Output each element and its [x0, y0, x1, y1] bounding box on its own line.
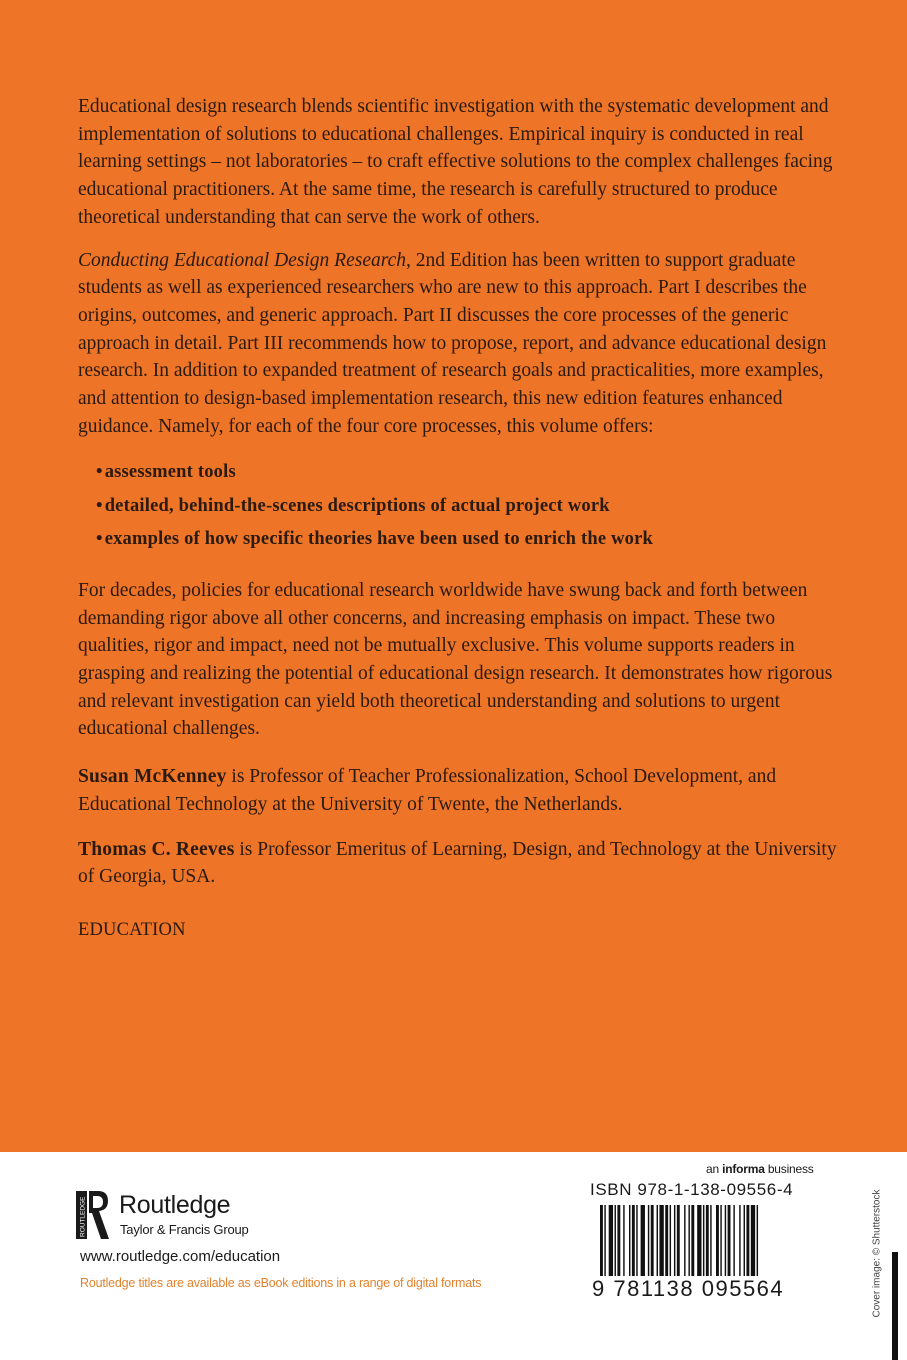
feature-item: • assessment tools [96, 462, 236, 483]
barcode-bar [615, 1205, 616, 1285]
barcode-bar [623, 1205, 624, 1285]
barcode-bar [728, 1205, 731, 1285]
barcode-bar [684, 1205, 685, 1285]
publisher-group: Taylor & Francis Group [120, 1222, 249, 1237]
barcode-bar [651, 1205, 654, 1285]
barcode-bar [744, 1205, 745, 1285]
author-name: Thomas C. Reeves [78, 838, 235, 860]
barcode-bar [665, 1205, 668, 1285]
bullet-icon: • [96, 495, 103, 516]
author-bio-2: Thomas C. Reeves is Professor Emeritus of Learning, Design, and Technology at the University of Georgia, USA. [78, 838, 837, 888]
svg-text:ROUTLEDGE: ROUTLEDGE [79, 1196, 87, 1237]
barcode-bar [659, 1205, 663, 1285]
barcode-bar [677, 1205, 680, 1285]
barcode-bar [617, 1205, 620, 1285]
description-paragraph-2 [78, 247, 838, 441]
barcode-bar [725, 1205, 726, 1285]
feature-item: • detailed, behind-the-scenes descriptions of actual project work [96, 495, 610, 516]
barcode-bar [674, 1205, 675, 1285]
barcode-bar [710, 1205, 711, 1285]
feature-list [96, 456, 838, 557]
description-paragraph-2-text: , 2nd Edition has been written to support graduate students as well as experienced researchers who are new to this approach. Part I describes the origins, outcomes, and generic approach. Part II discusses the core processes of the generic approach in detail. Part III recommends how to propose, report, and advance educational design research. In addition to expanded treatment of research goals and practicalities, more examples, and attention to design-based implementation research, this new edition features enhanced guidance. Namely, for each of the four core processes, this volume offers: [78, 249, 827, 437]
author-bio-1: Susan McKenney is Professor of Teacher Professionalization, School Development, and Educational Technology at the University of Twente, the Netherlands. [78, 766, 777, 815]
informa-business: an informa business [706, 1162, 814, 1176]
barcode-bar [757, 1205, 758, 1285]
ebook-note: Routledge titles are available as eBook editions in a range of digital formats [80, 1276, 482, 1290]
publisher-name: Routledge [119, 1191, 231, 1219]
author-name: Susan McKenney [78, 766, 227, 788]
barcode-bar [657, 1205, 658, 1285]
barcode-bar [751, 1205, 755, 1285]
routledge-logo-icon [76, 1189, 110, 1241]
barcode-bar [604, 1205, 605, 1285]
isbn-label: ISBN 978-1-138-09556-4 [590, 1180, 794, 1199]
barcode-bar [629, 1205, 630, 1285]
feature-item: • examples of how specific theories have been used to enrich the work [96, 529, 653, 550]
barcode-bar [716, 1205, 719, 1285]
trim-mark [892, 1252, 898, 1360]
bullet-icon: • [96, 529, 103, 550]
barcode-bar [688, 1205, 689, 1285]
barcode-bar [746, 1205, 749, 1285]
description-paragraph-3: For decades, policies for educational research worldwide have swung back and forth between demanding rigor above all other concerns, and increasing emphasis on impact. These two qualities, rigor and impact, need not be mutually exclusive. This volume supports readers in grasping and realizing the potential of educational design research. It demonstrates how rigorous and relevant investigation can yield both theoretical understanding and solutions to urgent educational challenges. [78, 579, 833, 740]
barcode-bar [720, 1205, 721, 1285]
cover-image-credit: Cover image: © Shutterstock [871, 1189, 883, 1318]
barcode-bar [703, 1205, 704, 1285]
barcode-bar [670, 1205, 671, 1285]
barcode-bar [733, 1205, 734, 1285]
bullet-icon: • [96, 462, 103, 483]
barcode-bar [600, 1205, 603, 1285]
barcode-bar [632, 1205, 635, 1285]
barcode-bar [636, 1205, 637, 1285]
barcode-digits: 9 781138 095564 [592, 1276, 818, 1302]
description-paragraph-1: Educational design research blends scientific investigation with the systematic development and implementation of solutions to educational challenges. Empirical inquiry is conducted in real learning settings – not laboratories – to craft effective solutions to the complex challenges facing educational practitioners. At the same time, the research is carefully structured to produce theoretical understanding that can serve the work of others. [78, 96, 833, 228]
barcode-bar [641, 1205, 645, 1285]
barcode-bar [691, 1205, 694, 1285]
publisher-url[interactable]: www.routledge.com/education [80, 1248, 281, 1265]
barcode [592, 1205, 818, 1285]
barcode-bar [697, 1205, 701, 1285]
subject-category: EDUCATION [78, 919, 186, 940]
barcode-bar [739, 1205, 740, 1285]
barcode-bar [648, 1205, 649, 1285]
cover-text [78, 93, 838, 945]
barcode-bar [609, 1205, 613, 1285]
barcode-bar [706, 1205, 709, 1285]
book-title: Conducting Educational Design Research [78, 249, 407, 271]
